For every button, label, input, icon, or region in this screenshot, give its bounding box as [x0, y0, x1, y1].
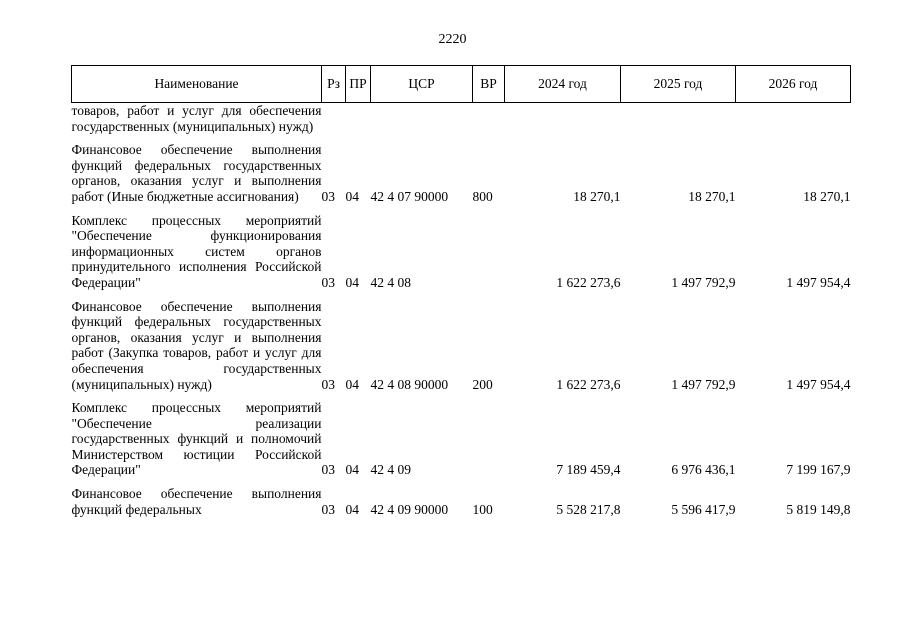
- row-vr: 800: [472, 188, 493, 204]
- table-header-row: [72, 66, 851, 103]
- row-csr: 42 4 09: [370, 462, 411, 478]
- row-pr: 04: [345, 462, 359, 478]
- row-csr: 42 4 08 90000: [370, 376, 449, 392]
- row-csr: [371, 103, 473, 135]
- table-row: [72, 213, 851, 291]
- row-2025: 5 596 417,9: [671, 501, 736, 517]
- row-csr: 42 4 08: [370, 274, 411, 290]
- row-2024: 7 189 459,4: [556, 462, 621, 478]
- budget-table: [71, 65, 851, 517]
- row-2026: 1 497 954,4: [786, 274, 851, 290]
- header-vr: ВР: [473, 66, 505, 103]
- row-pr: 04: [345, 188, 359, 204]
- row-name: товаров, работ и услуг для обеспечения государственных (муниципальных) нужд): [71, 103, 322, 134]
- row-2024: 18 270,1: [573, 188, 621, 204]
- header-2025: 2025 год: [621, 66, 736, 103]
- row-name: Комплекс процессных мероприятий "Обеспечение реализации государственных функций и полномочий Министерством юстиции Российской Федерации": [71, 400, 322, 478]
- row-name: Комплекс процессных мероприятий "Обеспечение функционирования информационных систем органов принудительного исполнения Российской Федерации": [71, 212, 322, 290]
- table-row: [72, 103, 851, 135]
- row-rz: 03: [321, 188, 335, 204]
- row-name: Финансовое обеспечение выполнения функций федеральных государственных органов, оказания услуг и выполнения работ (Иные бюджетные ассигнования): [71, 142, 322, 204]
- row-pr: 04: [345, 501, 359, 517]
- table-row: [72, 142, 851, 204]
- row-2026: 1 497 954,4: [786, 376, 851, 392]
- row-2025: 1 497 792,9: [671, 376, 736, 392]
- row-2026: 7 199 167,9: [786, 462, 851, 478]
- row-2026: 5 819 149,8: [786, 501, 851, 517]
- row-2025: 1 497 792,9: [671, 274, 736, 290]
- row-vr: [473, 103, 505, 135]
- header-2024: 2024 год: [505, 66, 621, 103]
- row-2024: 1 622 273,6: [556, 274, 621, 290]
- row-csr: 42 4 07 90000: [370, 188, 449, 204]
- header-csr: ЦСР: [371, 66, 473, 103]
- header-2026: 2026 год: [736, 66, 851, 103]
- row-pr: [346, 103, 371, 135]
- row-vr: 100: [472, 501, 493, 517]
- row-2026: [736, 103, 851, 135]
- header-rz: Рз: [322, 66, 346, 103]
- row-2026: 18 270,1: [803, 188, 851, 204]
- row-rz: 03: [321, 274, 335, 290]
- row-2024: 5 528 217,8: [556, 501, 621, 517]
- row-2025: 6 976 436,1: [671, 462, 736, 478]
- row-rz: 03: [321, 376, 335, 392]
- row-2025: 18 270,1: [688, 188, 736, 204]
- row-rz: 03: [321, 462, 335, 478]
- row-name: Финансовое обеспечение выполнения функций федеральных государственных органов, оказания услуг и выполнения работ (Закупка товаров, работ и услуг для обеспечения государственных (муниципальных) нужд): [71, 298, 322, 392]
- table-row: [72, 486, 851, 517]
- header-pr: ПР: [346, 66, 371, 103]
- row-rz: 03: [321, 501, 335, 517]
- row-pr: 04: [345, 274, 359, 290]
- row-vr: [473, 400, 505, 478]
- page-number: 2220: [438, 32, 467, 47]
- table-row: [72, 299, 851, 393]
- row-vr: [473, 213, 505, 291]
- row-2024: [505, 103, 621, 135]
- row-pr: 04: [345, 376, 359, 392]
- row-csr: 42 4 09 90000: [370, 501, 449, 517]
- row-vr: 200: [472, 376, 493, 392]
- row-name: Финансовое обеспечение выполнения функций федеральных: [71, 486, 322, 517]
- row-rz: [322, 103, 346, 135]
- table-row: [72, 400, 851, 478]
- row-2025: [621, 103, 736, 135]
- header-name: Наименование: [72, 66, 322, 103]
- row-2024: 1 622 273,6: [556, 376, 621, 392]
